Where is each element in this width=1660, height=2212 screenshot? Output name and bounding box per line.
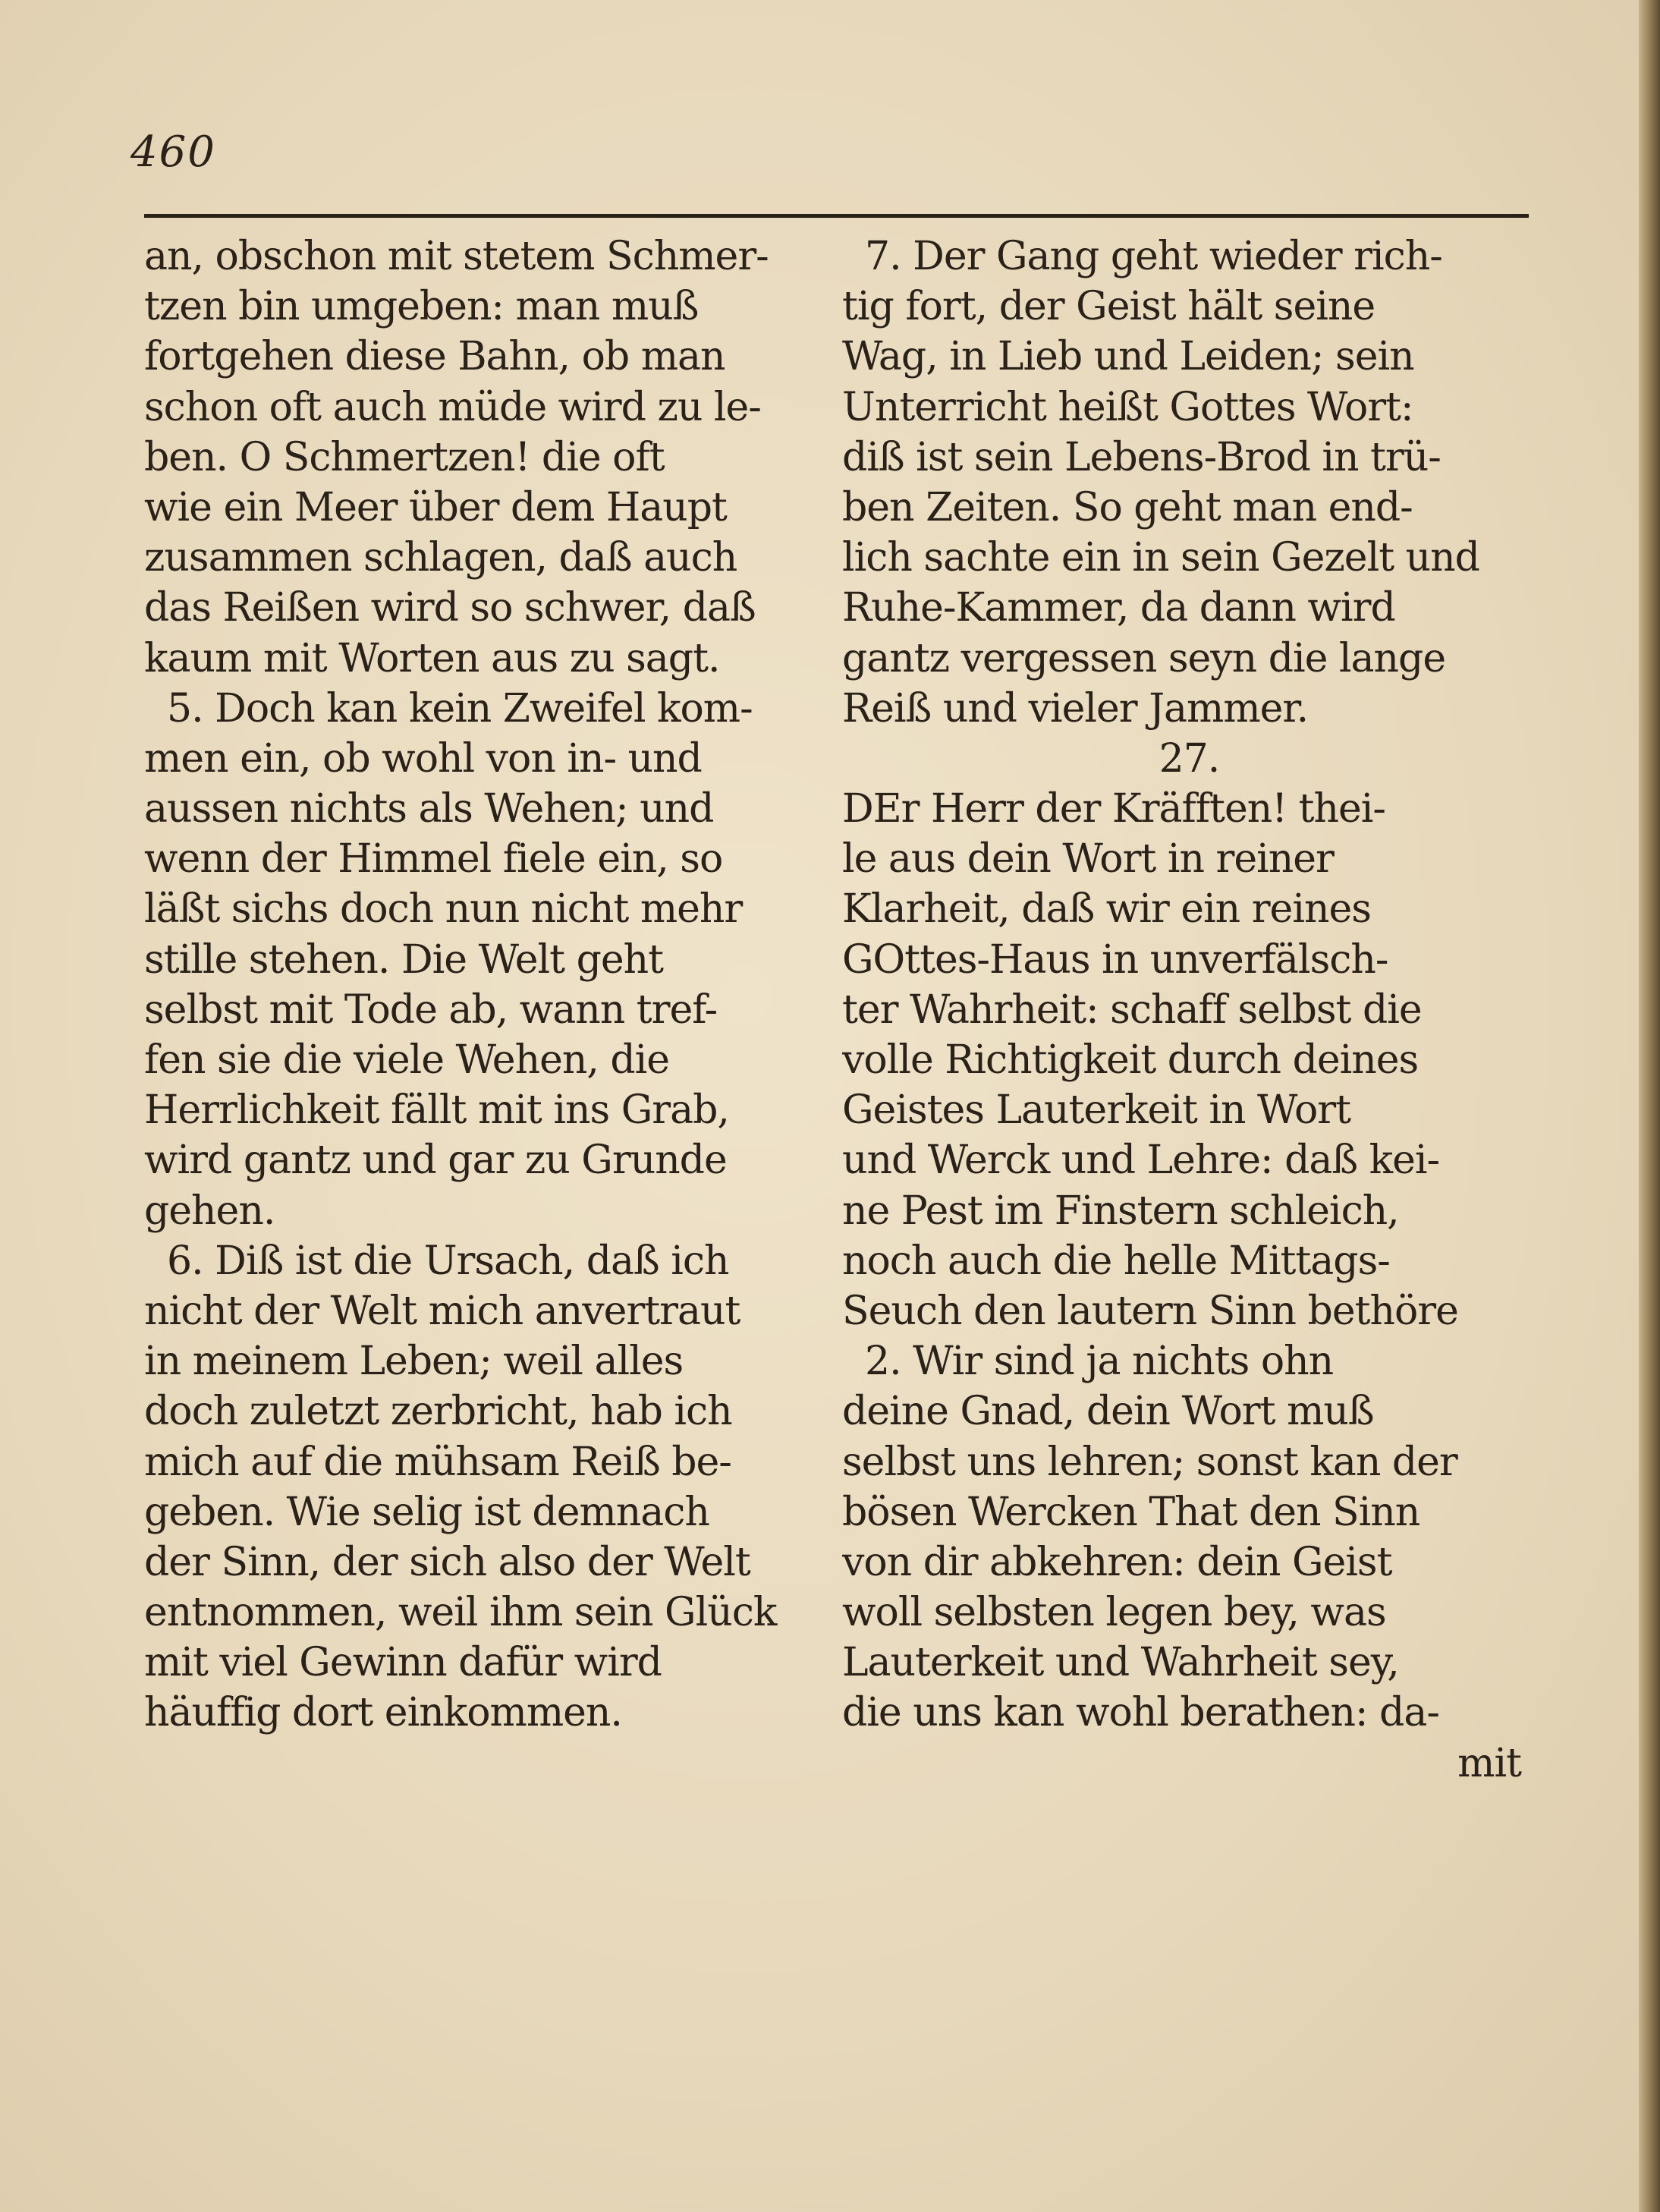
text-line: Seuch den lautern Sinn bethöre xyxy=(842,1288,1458,1334)
left-column xyxy=(144,231,823,1738)
text-line: ben. O Schmertzen! die oft xyxy=(144,434,665,480)
text-line: Ruhe-Kammer, da dann wird xyxy=(842,585,1395,631)
text-line: lich sachte ein in sein Gezelt und xyxy=(842,535,1479,581)
text-line: 2. Wir sind ja nichts ohn xyxy=(865,1339,1334,1385)
text-line: das Reißen wird so schwer, daß xyxy=(144,585,756,631)
text-line: entnommen, weil ihm sein Glück xyxy=(144,1590,777,1636)
text-line: schon oft auch müde wird zu le- xyxy=(144,384,761,430)
text-line: zusammen schlagen, daß auch xyxy=(144,535,737,581)
text-line: volle Richtigkeit durch deines xyxy=(842,1037,1419,1083)
text-line: 5. Doch kan kein Zweifel kom- xyxy=(167,685,753,732)
text-line: wenn der Himmel fiele ein, so xyxy=(144,836,723,883)
text-line: Unterricht heißt Gottes Wort: xyxy=(842,384,1413,430)
text-line: der Sinn, der sich also der Welt xyxy=(144,1539,750,1585)
text-line: GOttes-Haus in unverfälsch- xyxy=(842,936,1388,983)
text-line: wie ein Meer über dem Haupt xyxy=(144,484,727,530)
text-line: wird gantz und gar zu Grunde xyxy=(144,1137,727,1184)
text-line: ne Pest im Finstern schleich, xyxy=(842,1188,1399,1234)
right-column xyxy=(842,231,1536,1789)
text-line: fortgehen diese Bahn, ob man xyxy=(144,334,725,380)
text-line: mit viel Gewinn dafür wird xyxy=(144,1640,662,1686)
page-number: 460 xyxy=(130,127,216,177)
text-line: Klarheit, daß wir ein reines xyxy=(842,886,1371,933)
text-line: läßt sichs doch nun nicht mehr xyxy=(144,886,743,933)
text-line: deine Gnad, dein Wort muß xyxy=(842,1389,1374,1435)
text-line: woll selbsten legen bey, was xyxy=(842,1590,1386,1636)
text-line: Wag, in Lieb und Leiden; sein xyxy=(842,334,1414,380)
text-line: von dir abkehren: dein Geist xyxy=(842,1539,1392,1585)
text-line: selbst mit Tode ab, wann tref- xyxy=(144,986,718,1033)
text-line: men ein, ob wohl von in- und xyxy=(144,735,702,782)
text-line: mich auf die mühsam Reiß be- xyxy=(144,1439,731,1485)
text-line: ter Wahrheit: schaff selbst die xyxy=(842,986,1422,1033)
text-line: und Werck und Lehre: daß kei- xyxy=(842,1137,1440,1184)
text-line: doch zuletzt zerbricht, hab ich xyxy=(144,1389,732,1435)
text-line: kaum mit Worten aus zu sagt. xyxy=(144,635,720,681)
text-line: die uns kan wohl berathen: da- xyxy=(842,1690,1439,1736)
text-line: le aus dein Wort in reiner xyxy=(842,836,1334,883)
text-line: an, obschon mit stetem Schmer- xyxy=(144,234,769,279)
text-line: 6. Diß ist die Ursach, daß ich xyxy=(167,1238,729,1284)
header-rule xyxy=(144,214,1529,218)
text-line: bösen Wercken That den Sinn xyxy=(842,1489,1420,1535)
text-line: tzen bin umgeben: man muß xyxy=(144,284,699,330)
text-line: Reiß und vieler Jammer. xyxy=(842,685,1309,732)
text-line: ben Zeiten. So geht man end- xyxy=(842,484,1413,530)
text-line: tig fort, der Geist hält seine xyxy=(842,284,1375,330)
text-line: nicht der Welt mich anvertraut xyxy=(144,1288,740,1334)
book-gutter xyxy=(1639,0,1660,2212)
text-line: 7. Der Gang geht wieder rich- xyxy=(865,234,1442,279)
text-line: selbst uns lehren; sonst kan der xyxy=(842,1439,1457,1485)
text-line: noch auch die helle Mittags- xyxy=(842,1238,1390,1284)
text-line: mit xyxy=(1457,1740,1521,1786)
text-line: Herrlichkeit fällt mit ins Grab, xyxy=(144,1087,729,1134)
text-line: Lauterkeit und Wahrheit sey, xyxy=(842,1640,1399,1686)
text-line: gantz vergessen seyn die lange xyxy=(842,635,1446,681)
text-line: diß ist sein Lebens-Brod in trü- xyxy=(842,434,1441,480)
text-line: Geistes Lauterkeit in Wort xyxy=(842,1087,1351,1134)
text-line: fen sie die viele Wehen, die xyxy=(144,1037,670,1083)
text-line: 27. xyxy=(1159,735,1220,782)
text-line: in meinem Leben; weil alles xyxy=(144,1339,684,1385)
text-line: stille stehen. Die Welt geht xyxy=(144,936,664,983)
text-line: geben. Wie selig ist demnach xyxy=(144,1489,709,1535)
text-line: DEr Herr der Kräfften! thei- xyxy=(842,786,1385,832)
text-line: gehen. xyxy=(144,1188,275,1234)
text-line: aussen nichts als Wehen; und xyxy=(144,786,714,832)
text-line: häuffig dort einkommen. xyxy=(144,1690,622,1736)
